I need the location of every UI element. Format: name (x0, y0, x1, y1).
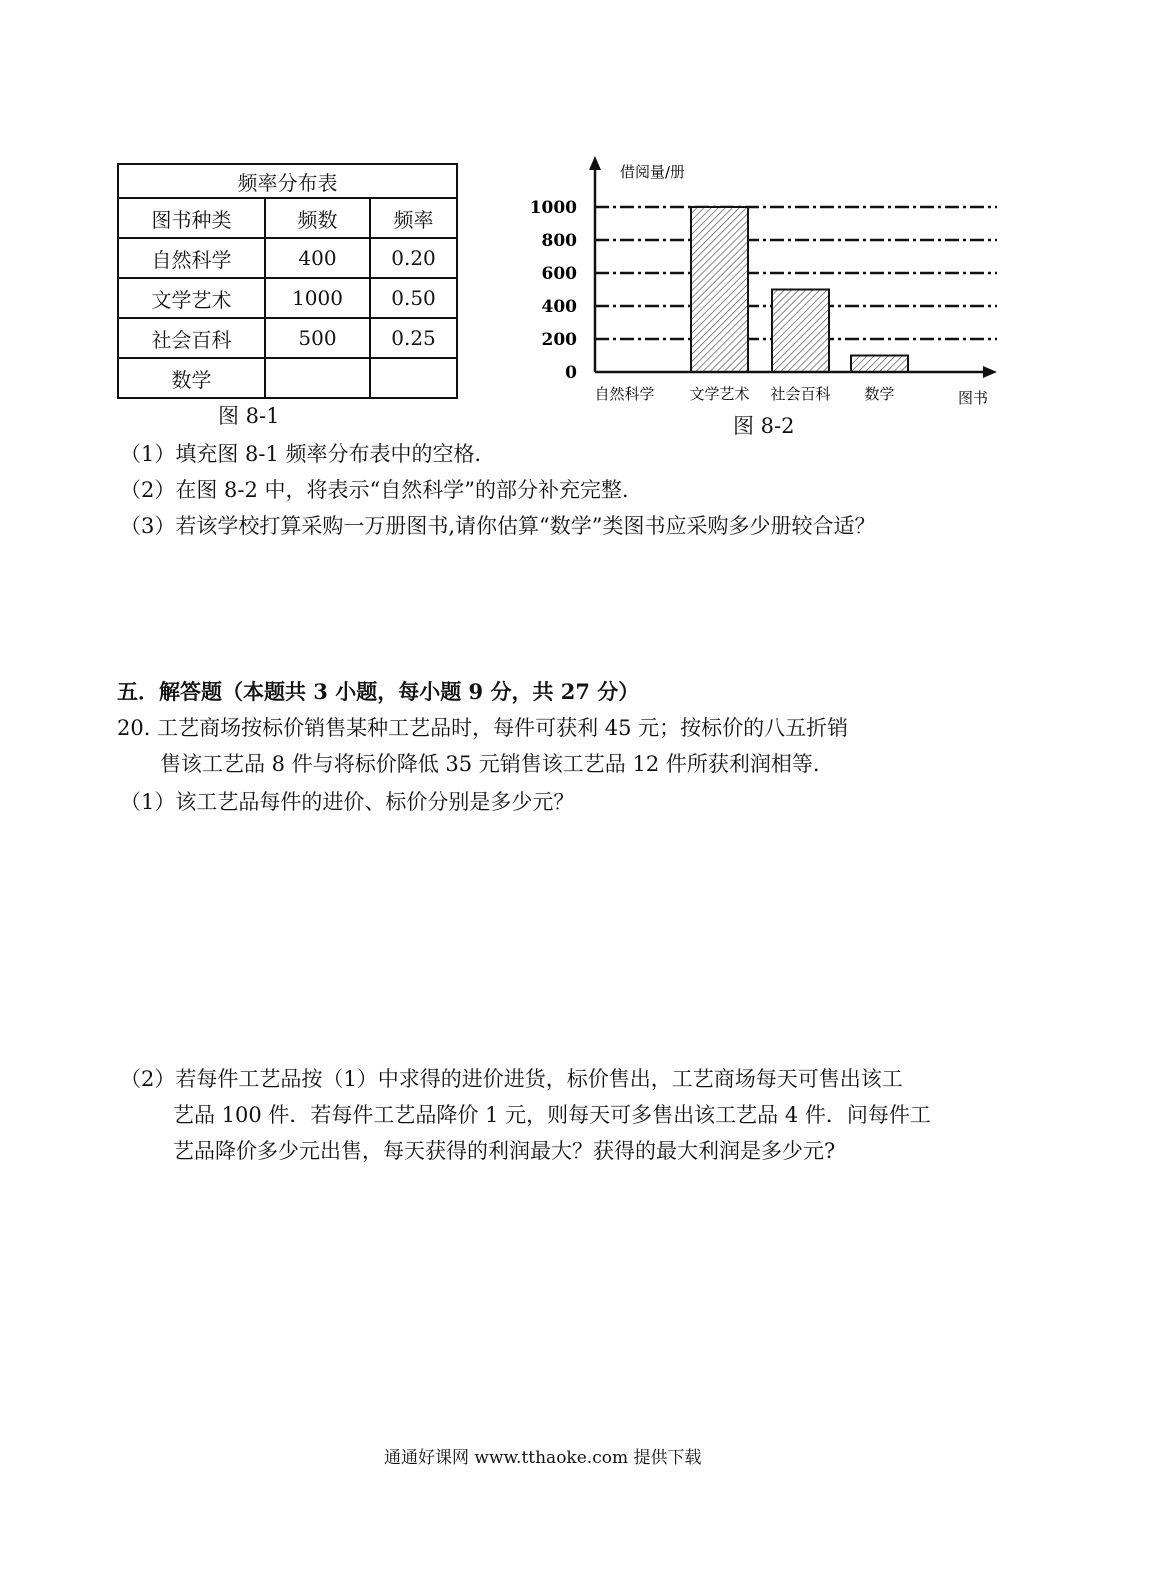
problem-20-line-2: 售该工艺品 8 件与将标价降低 35 元销售该工艺品 12 件所获利润相等. (160, 752, 820, 776)
y-tick-label: 0 (565, 363, 577, 383)
frequency-table (117, 163, 458, 399)
problem-20-question-2-line-1: （2）若每件工艺品按（1）中求得的进价进货，标价售出，工艺商场每天可售出该工 (120, 1067, 903, 1091)
y-tick-label: 800 (541, 231, 577, 251)
x-axis-arrow (983, 366, 997, 378)
table-cell: 0.20 (370, 238, 457, 278)
problem-20-question-2-line-2: 艺品 100 件．若每件工艺品降价 1 元，则每天可多售出该工艺品 4 件．问每件工 (173, 1103, 931, 1127)
chart-caption: 图 8-2 (733, 414, 795, 438)
x-tick-label: 文学艺术 (689, 385, 750, 403)
table-cell: 0.50 (370, 278, 457, 318)
table-cell (370, 358, 457, 398)
bar-chart (529, 150, 1015, 445)
table-cell: 文学艺术 (118, 278, 265, 318)
table-cell: 400 (265, 238, 370, 278)
table-cell: 0.25 (370, 318, 457, 358)
problem-20-question-1: （1）该工艺品每件的进价、标价分别是多少元？ (120, 790, 575, 814)
bar (851, 356, 908, 373)
bar (691, 207, 748, 372)
question-3: （3）若该学校打算采购一万册图书,请你估算“数学”类图书应采购多少册较合适？ (120, 514, 876, 538)
table-header-row (118, 198, 457, 238)
footer: 通通好课网 www.tthaoke.com 提供下载 (384, 1448, 702, 1468)
y-axis-label: 借阅量/册 (620, 163, 686, 181)
y-tick-label: 1000 (529, 198, 577, 218)
table-cell: 500 (265, 318, 370, 358)
table-header-cell: 频数 (265, 198, 370, 238)
table-cell: 社会百科 (118, 318, 265, 358)
table-row (118, 318, 457, 358)
question-1: （1）填充图 8-1 频率分布表中的空格． (120, 442, 496, 466)
table-header-cell: 频率 (370, 198, 457, 238)
table-cell (265, 358, 370, 398)
table-cell: 1000 (265, 278, 370, 318)
table-header-cell: 图书种类 (118, 198, 265, 238)
y-axis-arrow (589, 156, 601, 170)
section-heading: 五．解答题（本题共 3 小题，每小题 9 分，共 27 分） (117, 679, 640, 704)
table-row (118, 278, 457, 318)
y-tick-label: 400 (541, 297, 577, 317)
table-caption: 图 8-1 (218, 404, 280, 428)
table-title: 频率分布表 (118, 164, 457, 198)
y-tick-label: 200 (541, 330, 577, 350)
x-tick-label: 数学 (864, 385, 895, 403)
table-cell: 自然科学 (118, 238, 265, 278)
y-tick-label: 600 (541, 264, 577, 284)
x-tick-label: 自然科学 (594, 385, 655, 403)
table-cell: 数学 (118, 358, 265, 398)
x-axis-label: 图书 (958, 389, 989, 407)
table-row (118, 238, 457, 278)
bar (772, 290, 829, 373)
x-tick-label: 社会百科 (770, 385, 831, 403)
table-row (118, 358, 457, 398)
question-2: （2）在图 8-2 中，将表示“自然科学”的部分补充完整． (120, 478, 643, 502)
problem-20-line-1: 20. 工艺商场按标价销售某种工艺品时，每件可获利 45 元；按标价的八五折销 (117, 716, 849, 740)
problem-20-question-2-line-3: 艺品降价多少元出售，每天获得的利润最大？获得的最大利润是多少元? (173, 1139, 836, 1163)
